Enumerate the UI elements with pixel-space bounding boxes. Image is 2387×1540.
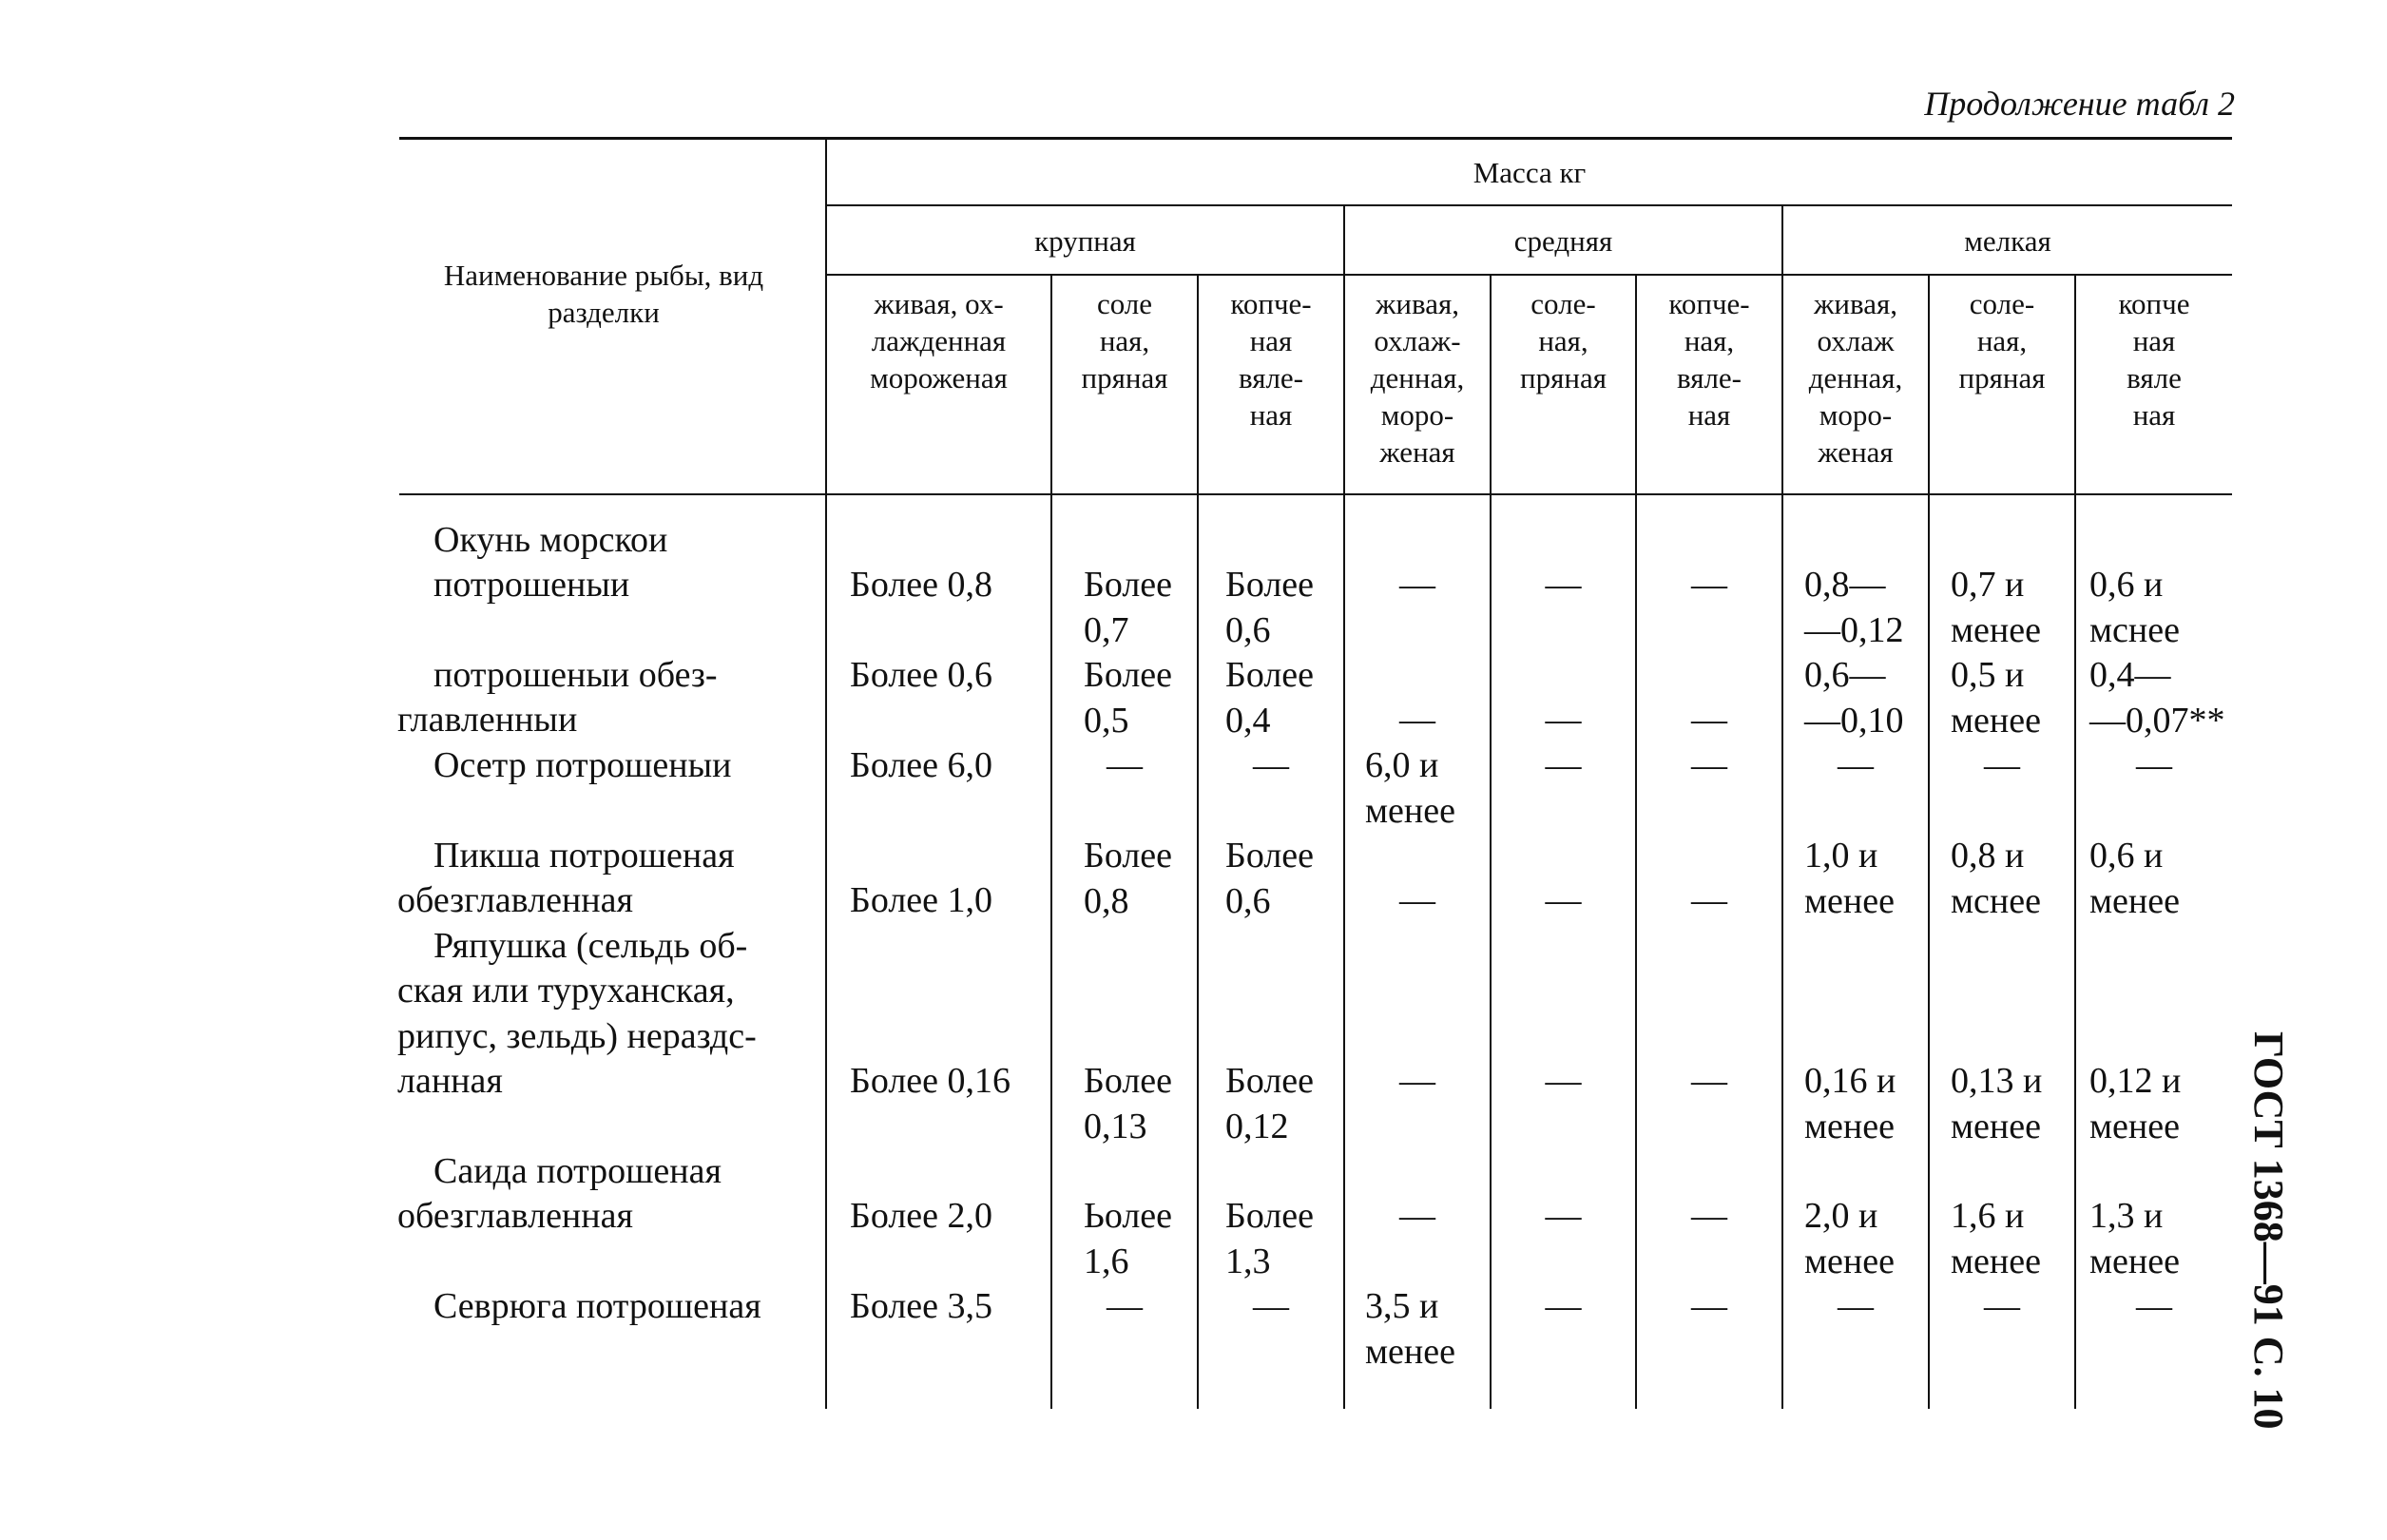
group-header-large: крупная: [1034, 224, 1136, 258]
table-cell: —: [1107, 1286, 1143, 1326]
table-cell: Более 0,16: [850, 1061, 1011, 1101]
table-cell: Более 3,5: [850, 1286, 993, 1326]
fish-name-column-header: Наименование рыбы, вид разделки: [443, 259, 764, 329]
table-cell: —: [1838, 1286, 1874, 1326]
table-cell: —: [1691, 1061, 1727, 1101]
table-cell: —: [1691, 1286, 1727, 1326]
table-cell: —: [1399, 565, 1435, 605]
table-cell: 0,12 и менее: [2089, 1061, 2182, 1146]
table-top-rule: [399, 137, 2232, 140]
table-cell: —: [1691, 565, 1727, 605]
fish-name-line: обезглавленная: [397, 880, 633, 920]
table-cell: —: [1253, 745, 1289, 785]
table-cell: 0,8— —0,12: [1804, 565, 1904, 650]
table-cell: —: [1399, 1196, 1435, 1236]
column-header: соле ная, пряная: [1081, 287, 1168, 395]
table-cell: —: [1691, 700, 1727, 740]
column-divider: [1050, 274, 1052, 1409]
table-cell: Более 0,4: [1225, 655, 1315, 741]
table-cell: Более 0,8: [1084, 836, 1173, 921]
table-continuation-caption: Продолжение табл 2: [1924, 85, 2235, 123]
table-cell: 0,5 и менее: [1951, 655, 2041, 741]
table-cell: 0,6 и менее: [2089, 836, 2180, 921]
column-header: живая, охлаж денная, моро- женая: [1808, 287, 1903, 469]
fish-name-line: Осетр потрошеныи: [433, 745, 732, 785]
table-cell: Более 0,13: [1084, 1061, 1173, 1146]
table-cell: —: [1545, 1286, 1582, 1326]
table-cell: Более 0,6: [850, 655, 993, 695]
fish-name-line: ская или туруханская,: [397, 971, 735, 1011]
column-header: копче- ная, вяле- ная: [1668, 287, 1750, 432]
column-divider: [2074, 274, 2076, 1409]
table-cell: Ьолее 1,6: [1084, 1196, 1173, 1281]
table-cell: 0,6— —0,10: [1804, 655, 1904, 741]
fish-name-line: Ряпушка (сельдь об-: [433, 926, 748, 966]
table-cell: —: [2136, 1286, 2172, 1326]
fish-name-line: ланная: [397, 1061, 503, 1101]
table-cell: —: [1691, 745, 1727, 785]
table-cell: —: [1545, 700, 1582, 740]
fish-name-line: потрошеныи обез-: [433, 655, 718, 695]
column-header: копче- ная вяле- ная: [1230, 287, 1312, 432]
table-cell: 1,0 и менее: [1804, 836, 1895, 921]
table-cell: —: [1399, 700, 1435, 740]
group-header-small: мелкая: [1964, 224, 2051, 258]
table-cell: —: [1984, 745, 2020, 785]
table-cell: —: [1838, 745, 1874, 785]
fish-name-line: потрошеныи: [433, 565, 630, 605]
table-cell: 2,0 и менее: [1804, 1196, 1895, 1281]
table-cell: 0,8 и мснее: [1951, 836, 2041, 921]
table-cell: 1,3 и менее: [2089, 1196, 2180, 1281]
table-cell: 3,5 и менее: [1365, 1286, 1455, 1372]
mass-header-rule: [825, 204, 2232, 206]
table-cell: —: [2136, 745, 2172, 785]
fish-name-line: главленныи: [397, 700, 578, 740]
standard-page-label: ГОСТ 1368—91 С. 10: [2245, 1031, 2292, 1430]
table-cell: —: [1253, 1286, 1289, 1326]
table-cell: Более 1,0: [850, 880, 993, 920]
group-header-rule: [825, 274, 2232, 276]
table-cell: 6,0 и менее: [1365, 745, 1455, 831]
table-cell: Более 0,5: [1084, 655, 1173, 741]
table-cell: Более 0,8: [850, 565, 993, 605]
table-cell: —: [1691, 880, 1727, 920]
fish-name-line: Саида потрошеная: [433, 1151, 722, 1191]
group-header-medium: средняя: [1513, 224, 1613, 258]
table-cell: 0,16 и менее: [1804, 1061, 1896, 1146]
table-cell: Более 2,0: [850, 1196, 993, 1236]
table-cell: Более 0,7: [1084, 565, 1173, 650]
table-cell: 0,4— —0,07**: [2089, 655, 2225, 741]
table-cell: —: [1545, 1061, 1582, 1101]
table-cell: Более 0,6: [1225, 836, 1315, 921]
table-cell: Более 0,6: [1225, 565, 1315, 650]
table-cell: —: [1545, 880, 1582, 920]
table-cell: 0,6 и мснее: [2089, 565, 2180, 650]
table-cell: Более 6,0: [850, 745, 993, 785]
header-bottom-rule: [399, 493, 2232, 495]
fish-name-line: Севрюга потрошеная: [433, 1286, 761, 1326]
fish-name-line: Окунь морскои: [433, 520, 668, 560]
table-cell: 0,13 и менее: [1951, 1061, 2043, 1146]
table-cell: 0,7 и менее: [1951, 565, 2041, 650]
table-cell: —: [1107, 745, 1143, 785]
table-cell: —: [1545, 565, 1582, 605]
table-cell: 1,6 и менее: [1951, 1196, 2041, 1281]
fish-name-line: Пикша потрошеная: [433, 836, 735, 876]
column-header: соле- ная, пряная: [1958, 287, 2046, 395]
column-header: копче ная вяле ная: [2118, 287, 2190, 432]
mass-header: Масса кг: [1473, 156, 1587, 189]
column-header: живая, охлаж- денная, моро- женая: [1370, 287, 1465, 469]
table-cell: —: [1399, 880, 1435, 920]
table-cell: —: [1399, 1061, 1435, 1101]
table-cell: —: [1545, 745, 1582, 785]
column-header: соле- ная, пряная: [1520, 287, 1607, 395]
table-cell: Более 1,3: [1225, 1196, 1315, 1281]
table-cell: —: [1691, 1196, 1727, 1236]
column-divider: [1197, 274, 1199, 1409]
table-cell: —: [1545, 1196, 1582, 1236]
column-header: живая, ох- лажденная мороженая: [870, 287, 1008, 395]
table-cell: —: [1984, 1286, 2020, 1326]
fish-name-line: рипус, зельдь) нераздс-: [397, 1016, 757, 1056]
fish-name-line: обезглавленная: [397, 1196, 633, 1236]
column-divider: [1928, 274, 1930, 1409]
table-cell: Более 0,12: [1225, 1061, 1315, 1146]
